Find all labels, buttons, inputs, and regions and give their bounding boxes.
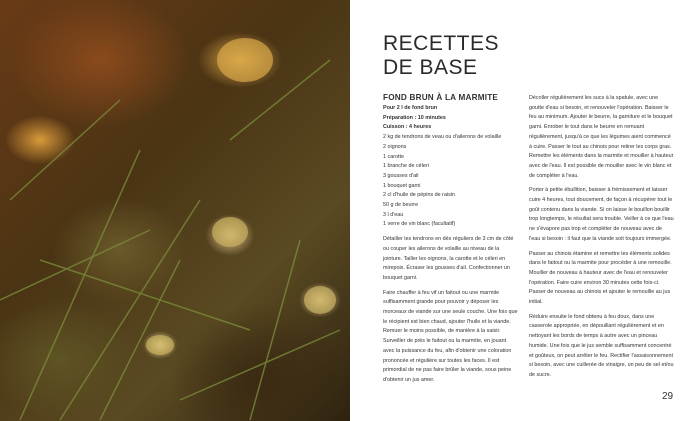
recipe-yield: Pour 2 l de fond brun bbox=[383, 105, 438, 111]
recipe-prep-time: Préparation : 10 minutes bbox=[383, 114, 446, 121]
page-number: 29 bbox=[662, 391, 674, 402]
ingredient: 50 g de beurre bbox=[383, 202, 419, 209]
title-line-1: RECETTES bbox=[383, 32, 500, 55]
ingredient: 1 branche de céleri bbox=[383, 163, 429, 170]
step-paragraph: Faire chauffer à feu vif un faitout ou une marmite suffisamment grande pour pouvoir y déposer les morceaux de viande sur une seule couche. Une fois que le récipient est bien chaud, ajouter l'huile et la viande. Remuer le moins possible, de manière à la saisir. Surveiller de près le faitout ou la marmite, en jouant avec la puissance du feu, afin d'obtenir une coloration prononcée et régulière sur toutes les faces. Il est primordial de ne pas faire brûler la viande, sous peine d'obtenir un jus amer. bbox=[383, 289, 518, 383]
recipe-cook-time: Cuisson : 4 heures bbox=[383, 124, 432, 131]
column-right bbox=[529, 94, 674, 386]
step-paragraph: Décoller régulièrement les sucs à la spatule, avec une goutte d'eau si besoin, et renouveler l'opération. Baisser le feu au minimum. Ajouter le beurre, la garniture et le bouquet garni. Enrober le tout dans le beurre en remuant régulièrement, jusqu'à ce que les légumes aient commencé à cuire. Passer le tout au chinois pour retirer les corps gras. Remettre les éléments dans la marmite et mouiller à hauteur avec de l'eau. Il est possible de mouiller avec le vin blanc et de compléter à l'eau. bbox=[529, 95, 674, 179]
ingredient: 2 cl d'huile de pépins de raisin bbox=[383, 192, 456, 199]
recipe-title: FOND BRUN À LA MARMITE bbox=[383, 93, 499, 102]
title-line-2: DE BASE bbox=[383, 56, 478, 79]
ingredient: 2 kg de tendrons de veau ou d'ailerons de volaille bbox=[383, 134, 502, 141]
page-title bbox=[383, 32, 499, 80]
step-paragraph: Réduire ensuite le fond obtenu à feu doux, dans une casserole appropriée, en dépouillant régulièrement et en nettoyant les bords de temps à autre avec un pinceau humide. Une fois que le jus semble suffisamment concentré et goûteux, on peut arrêter le feu. Rectifier l'assaisonnement si besoin, avec une cuillerée de vinaigre, un peu de sel et/ou de sucre. bbox=[529, 313, 674, 378]
step-paragraph: Détailler les tendrons en dés réguliers de 3 cm de côté ou couper les ailerons de volaille au niveau de la jointure. Tailler les oignons, la carotte et le céleri en mirepoix. Écraser les gousses d'ail. Confectionner un bouquet garni. bbox=[383, 236, 514, 281]
ingredient: 2 oignons bbox=[383, 143, 407, 150]
ingredient: 1 carotte bbox=[383, 153, 404, 160]
ingredient: 3 l d'eau bbox=[383, 211, 404, 218]
ingredient: 3 gousses d'ail bbox=[383, 172, 419, 179]
ingredient: 1 verre de vin blanc (facultatif) bbox=[383, 221, 456, 228]
step-paragraph: Porter à petite ébullition, baisser à frémissement et laisser cuire 4 heures, tout doucement, de façon à récupérer tout le goût contenu dans la viande. Si on laisse le bouillon bouillir trop longtemps, le résultat sera trouble. Veiller à ce que l'eau ne s'évapore pas trop et compléter de nouveau avec de l'eau si besoin : il faut que la viande soit toujours immergée. bbox=[529, 187, 674, 242]
column-left bbox=[383, 92, 519, 391]
step-paragraph: Passer au chinois étamine et remettre les éléments solides dans le faitout ou la marmite pour procéder à une remouille. Mouiller de nouveau à hauteur avec de l'eau et renouveler l'opération. Faire cuire environ 30 minutes cette fois-ci. Passer de nouveau au chinois et ajouter le remouille au jus initial. bbox=[529, 250, 672, 306]
ingredient: 1 bouquet garni bbox=[383, 182, 421, 189]
